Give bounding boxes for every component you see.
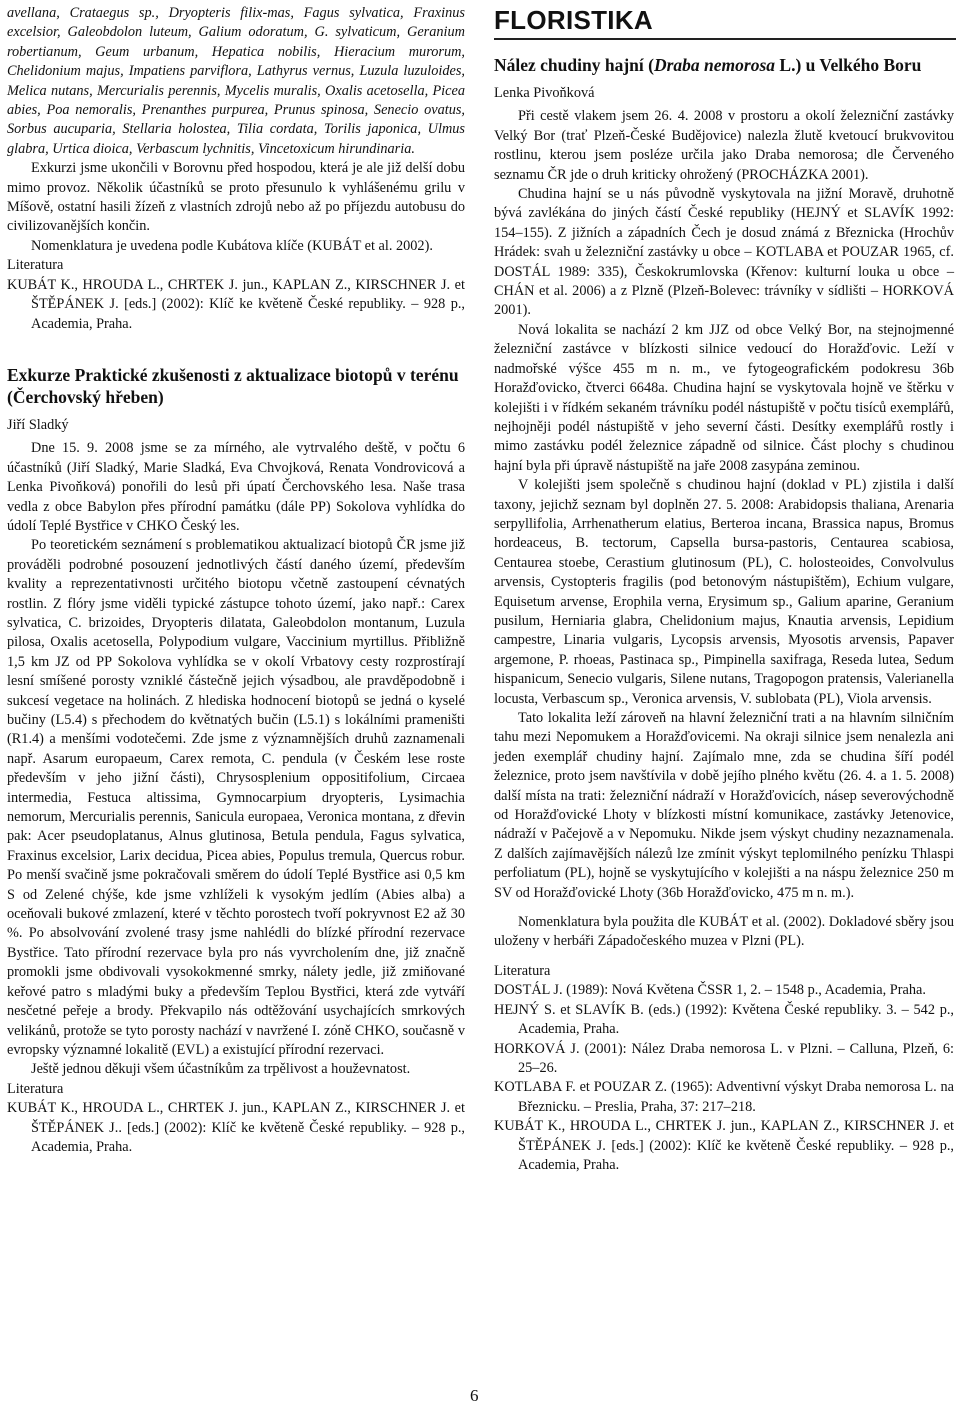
title-text: Nález chudiny hajní ( <box>494 55 654 75</box>
paragraph: Nomenklatura je uvedena podle Kubátova klíče (KUBÁT et al. 2002). <box>31 237 433 254</box>
paragraph: Exkurzi jsme ukončili v Borovnu před hospodou, která je ale již delší dobu mimo provoz. Několik účastníků se proto přesunulo k vyhlášenému grilu v Míšově, ostatní hasili žízeň z vlastních zdrojů nebo až po příjezdu autobusu do civilizovanějších končin. <box>7 160 465 235</box>
title-text: L.) u Velkého Boru <box>775 55 922 75</box>
section-heading: FLORISTIKA <box>494 5 653 35</box>
paragraph: Při cestě vlakem jsem 26. 4. 2008 v prostoru a okolí železniční zastávky Velký Bor (trať Plzeň-České Budějovice) nalezla žlutě kvetoucí brukvovitou rostlinu, kterou jsem posléze určila jako Draba nemorosa; dle Červeného seznamu ČR jde o druh kriticky ohrožený (PROCHÁZKA 2001). <box>494 108 954 183</box>
article-author: Lenka Pivoňková <box>494 85 595 101</box>
right-column <box>494 4 954 1175</box>
article-title: Exkurze Praktické zkušenosti z aktualizace biotopů v terénu (Čerchovský hřeben) <box>7 364 459 407</box>
reference-item: KUBÁT K., HROUDA L., CHRTEK J. jun., KAPLAN Z., KIRSCHNER J. et ŠTĚPÁNEK J. [eds.] (2002): Klíč ke květeně České republiky. – 928 p., Academia, Praha. <box>7 276 465 332</box>
reference-item: KUBÁT K., HROUDA L., CHRTEK J. jun., KAPLAN Z., KIRSCHNER J. et ŠTĚPÁNEK J.. [eds.] (2002): Klíč ke květeně České republiky. – 928 p., Academia, Praha. <box>7 1100 465 1155</box>
reference-item: DOSTÁL J. (1989): Nová Květena ČSSR 1, 2. – 1548 p., Academia, Praha. <box>494 982 926 999</box>
literature-label: Literatura <box>7 257 64 274</box>
article-author: Jiří Sladký <box>7 416 69 433</box>
literature-label: Literatura <box>494 962 551 979</box>
species-list-paragraph: avellana, Crataegus sp., Dryopteris filix-mas, Fagus sylvatica, Fraxinus excelsior, Galeobdolon luteum, Galium odoratum, G. sylvaticum, Geranium robertianum, Geum urbanum, Hepatica nobilis, Hieracium murorum, Chelidonium majus, Impatiens parviflora, Lathyrus vernus, Luzula luzuloides, Melica nutans, Mercurialis perennis, Mycelis muralis, Oxalis acetosella, Picea abies, Poa nemoralis, Prenanthes purpurea, Prunus spinosa, Senecio ovatus, Sorbus aucuparia, Stellaria holostea, Tilia cordata, Torilis japonica, Ulmus glabra, Urtica dioica, Verbascum lychnitis, Vincetoxicum hirundinaria. <box>7 5 465 157</box>
page-number: 6 <box>470 1386 479 1405</box>
paragraph: Tato lokalita leží zároveň na hlavní železniční trati a na hlavním silničním tahu mezi Nepomukem a Horažďovicemi. Na okraji silnice jsem nenalezla ani jeden exemplář chudiny hajní. Zajímalo mne, zda se chudina šíří podél železnice, proto jsem navštívila v době jejího plného květu (26. 4. a 1. 5. 2008) další místa na trati: železniční nádraží v Horažďovicích, násep severovýchodně od Horažďovické Lhoty v blízkosti místní komunikace, zastávky Jetenovice, nádraží v Pačejově a v Nepomuku. Nikde jsem výskyt chudiny nezaznamenala. Z dalších zajímavějších nálezů lze zmínit výskyt teplomilného penízku Thlaspi perfoliatum (PL), hojně se vyskytujícího v kolejišti a na náspu železnice 250 m SV od Horažďovické Lhoty (36b Horažďovicko, 475 m n. m.). <box>494 710 954 901</box>
paragraph: V kolejišti jsem společně s chudinou hajní (doklad v PL) zjistila i další taxony, jejichž seznam byl doplněn 27. 5. 2008: Arabidopsis thaliana, Arenaria serpyllifolia, Arrhenatherum elatius, Berteroa incana, Brassica napus, Bromus hordeaceus, B. tectorum, Capsella bursa-pastoris, Centaurea scabiosa, Centaurea stoebe, Cerastium glutinosum (PL), C. holosteoides, Convolvulus arvensis, Cystopteris fragilis (pod betonovým nástupištěm), Echium vulgare, Equisetum arvense, Erophila verna, Erysimum sp., Galium aparine, Geranium pusilum, Herniaria glabra, Chelidonium majus, Knautia arvensis, Lepidium campestre, Linaria vulgaris, Lycopsis arvensis, Myosotis arvensis, Papaver argemone, P. rhoeas, Pastinaca sp., Pimpinella saxifraga, Reseda lutea, Sedum hispanicum, Senecio vulgaris, Silene nutans, Tragopogon pratensis, Valerianella locusta, Verbascum sp., Veronica arvensis, V. sublobata (PL), Viola arvensis. <box>494 477 954 707</box>
literature-label: Literatura <box>7 1080 64 1097</box>
paragraph: Nová lokalita se nachází 2 km JJZ od obce Velký Bor, na stejnojmenné železniční zastávce v blízkosti silnice vedoucí do Horažďovic. Leží v nadmořské výšce 455 m n. m., ve fytogeografickém podokresu 36b Horažďovicko, čtverci 6648a. Chudina hajní se vyskytovala hojně ve štěrku v kolejišti i v řídkém sekaném trávníku podél nástupiště v počtu tisíců exemplářů, nejhojněji podél nástupiště v jeho severní části. Desítky exemplářů rostly i mimo zastávku podél železnice západně od silnice. Část plochy s chudinou hajní byla při úpravě nástupiště na jaře 2008 zasypána zeminou. <box>494 321 954 474</box>
reference-item: KOTLABA F. et POUZAR Z. (1965): Adventivní výskyt Draba nemorosa L. na Březnicku. – Preslia, Praha, 37: 217–218. <box>494 1079 954 1115</box>
paragraph: Dne 15. 9. 2008 jsme se za mírného, ale vytrvalého deště, v počtu 6 účastníků (Jiří Sladký, Marie Sladká, Eva Chvojková, Renata Vondrovicová a Lenka Pivoňková) ponořili do lesů při úpatí Čerchovského lesa. Naše trasa vedla z obce Babylon přes přírodní památku (dále PP) Sokolova vyhlídka do údolí Teplé Bystřice v CHKO Český les. <box>7 440 465 534</box>
reference-item: HEJNÝ S. et SLAVÍK B. (eds.) (1992): Květena České republiky. 3. – 542 p., Academia, Praha. <box>494 1001 954 1038</box>
paragraph: Po teoretickém seznámení s problematikou aktualizací biotopů ČR jsme již prováděli podrobné posouzení jednotlivých částí daného území, především kvality a reprezentativnosti určitého biotopu včetně zastoupení cévnatých rostlin. Z flóry jsme viděli typické zástupce tohoto území, jako např.: Carex sylvatica, C. brizoides, Dryopteris dilatata, Galeobdolon montanum, Luzula pilosa, Oxalis acetosella, Polypodium vulgare, Vaccinium myrtillus. Přibližně 1,5 km JZ od PP Sokolova vyhlídka se v okolí Vrbatovy cesty rozprostírají lesní smíšené porosty vzniklé částečně jejich výsadbou, ale pravděpodobně i sukcesí vegetace na holinách. Z hlediska hodnocení biotopů se jedná o kyselé bučiny (L5.4) s přechodem do květnatých bučin (L5.1) s lokálními prameništi (R1.4) a menšími vodotečemi. Zde jsme z významnějších druhů zaznamenali např. Asarum europaeum, Carex remota, C. pendula (v Českém lese roste především v jeho jižní části), Chrysosplenium oppositifolium, Circaea intermedia, Festuca altissima, Gymnocarpium dryopteris, Lysimachia nemorum, Mercurialis perennis, Sanicula europaea, Veronica montana, z dřevin pak: Acer pseudoplatanus, Alnus glutinosa, Betula pendula, Fagus sylvatica, Fraxinus excelsior, Larix decidua, Picea abies, Populus tremula, Quercus robur. Po menší svačině jsme pokračovali směrem do údolí Teplé Bystřice asi 0,5 km S od Zelené chýše, kde jsme vzhlíželi k vysokým jedlím (Abies alba) a oceňovali bukové zmlazení, které v těchto porostech tvoří pokryvnost E2 až 30 %. Po absolvování zvolené trasy jsme nahlédli do blízké přírodní rezervace Bystřice. Tato přírodní rezervace byla pro nás vyvrcholením dne, již značně promokli jsme obdivovali vysokokmenné smrky, nálety jedle, již zmiňované keřové patro s mladými buky a především Teplou Bystřici, která zde vytváří nesčetné peřeje a brody. Překvapilo nás odtěžování usychajících smrkových velikánů, protože se tyto porosty nachází v navržené I. zóně CHKO, současně v evropsky významné lokalitě (EVL) a existující přírodní rezervaci. <box>7 537 465 1058</box>
section-rule <box>494 38 956 40</box>
left-column <box>7 4 465 1157</box>
article-title <box>494 54 954 76</box>
reference-item: KUBÁT K., HROUDA L., CHRTEK J. jun., KAPLAN Z., KIRSCHNER J. et ŠTĚPÁNEK J. [eds.] (2002): Klíč ke květeně České republiky. – 928 p., Academia, Praha. <box>494 1118 954 1173</box>
paragraph: Chudina hajní se u nás původně vyskytovala na jižní Moravě, druhotně bývá zavlékána do jiných částí České republiky (HEJNÝ et SLAVÍK 1992: 154–155). Z jižních a západních Čech je dosud známá z Březnicka (Hrochův Hrádek: svah u železniční zastávky u obce – KOTLABA et POUZAR 1965, cf. DOSTÁL 1989: 335), Českokrumlovska (Křenov: kulturní louka u obce – CHÁN et al. 2006) a z Plzně (Plzeň-Bolevec: trávníky v sídlišti – HORKOVÁ 2001). <box>494 186 954 319</box>
paragraph: Ještě jednou děkuji všem účastníkům za trpělivost a houževnatost. <box>31 1061 411 1078</box>
reference-item: HORKOVÁ J. (2001): Nález Draba nemorosa L. v Plzni. – Calluna, Plzeň, 6: 25–26. <box>494 1040 954 1076</box>
title-species: Draba nemorosa <box>653 55 776 75</box>
paragraph: Nomenklatura byla použita dle KUBÁT et al. (2002). Dokladové sběry jsou uloženy v herbáři Západočeského muzea v Plzni (PL). <box>494 914 954 950</box>
